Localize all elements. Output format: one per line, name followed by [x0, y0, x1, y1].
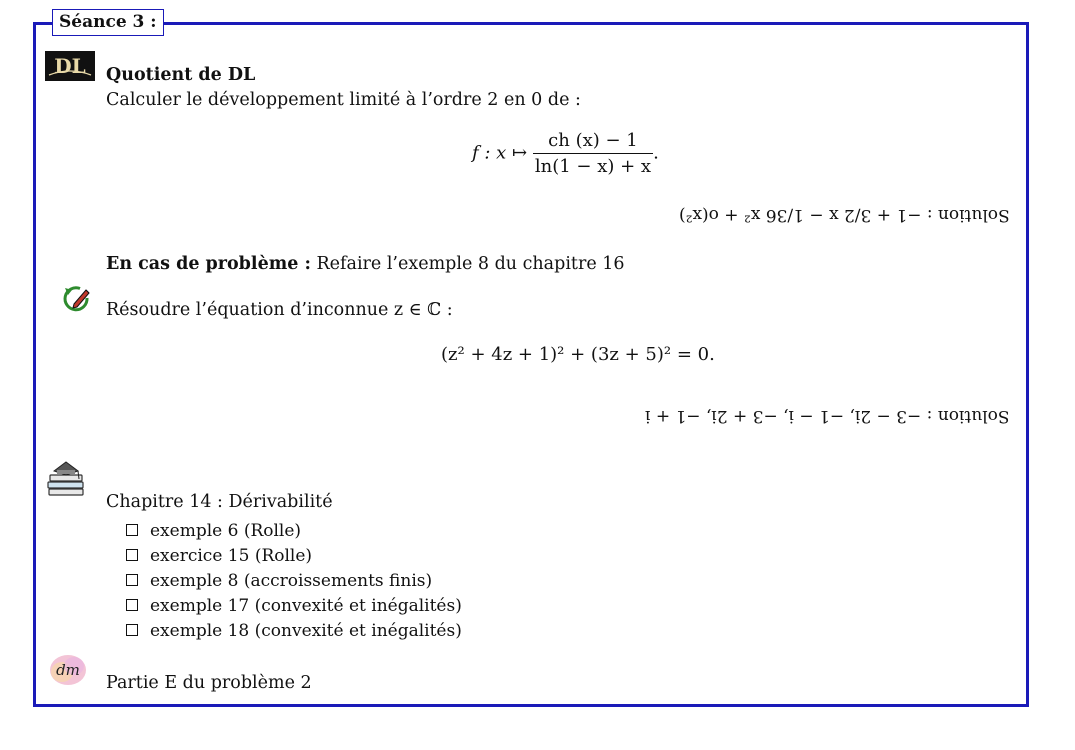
checkbox-icon [126, 599, 138, 611]
dl-problem-label: En cas de problème : [106, 254, 311, 274]
books-stack-icon [45, 457, 87, 505]
dl-formula [472, 130, 659, 177]
dm-badge-icon [40, 650, 96, 694]
dl-instruction: Calculer le développement limité à l’ordre 2 en 0 de : [106, 90, 581, 110]
checkbox-icon [126, 624, 138, 636]
dl-problem-text: Refaire l’exemple 8 du chapitre 16 [316, 254, 625, 274]
checkbox-icon [126, 524, 138, 536]
pencil-refresh-icon [60, 283, 94, 321]
equation-formula: (z² + 4z + 1)² + (3z + 5)² = 0. [441, 344, 715, 365]
dl-problem-line [106, 253, 625, 275]
revision-item[interactable]: exemple 8 (accroissements finis) [126, 570, 432, 592]
revision-item[interactable]: exemple 6 (Rolle) [126, 520, 301, 542]
dm-badge-text: dm [56, 661, 80, 679]
dl-logo-text: DL [54, 54, 86, 78]
revision-chapter: Chapitre 14 : Dérivabilité [106, 492, 333, 512]
dl-solution-upside-down: Solution : −1 + 3/2 x − 1/36 x² + o(x²) [679, 205, 1010, 225]
dl-formula-denominator: ln(1 − x) + x [534, 156, 652, 177]
session-title: Séance 3 : [52, 9, 164, 36]
revision-item[interactable]: exemple 18 (convexité et inégalités) [126, 620, 462, 642]
dl-title: Quotient de DL [106, 65, 256, 85]
dm-text: Partie E du problème 2 [106, 673, 312, 693]
checkbox-icon [126, 574, 138, 586]
equation-instruction: Résoudre l’équation d’inconnue z ∈ ℂ : [106, 300, 453, 320]
checkbox-icon [126, 549, 138, 561]
dl-formula-numerator: ch (x) − 1 [533, 130, 653, 154]
dl-logo-icon [45, 51, 95, 85]
dl-formula-end: . [653, 142, 659, 164]
revision-item[interactable]: exercice 15 (Rolle) [126, 545, 312, 567]
revision-item[interactable]: exemple 17 (convexité et inégalités) [126, 595, 462, 617]
dl-formula-lhs: f : x ↦ [472, 142, 528, 164]
equation-solution-upside-down: Solution : −3 − 2i, −1 − i, −3 + 2i, −1 + i [645, 406, 1010, 426]
